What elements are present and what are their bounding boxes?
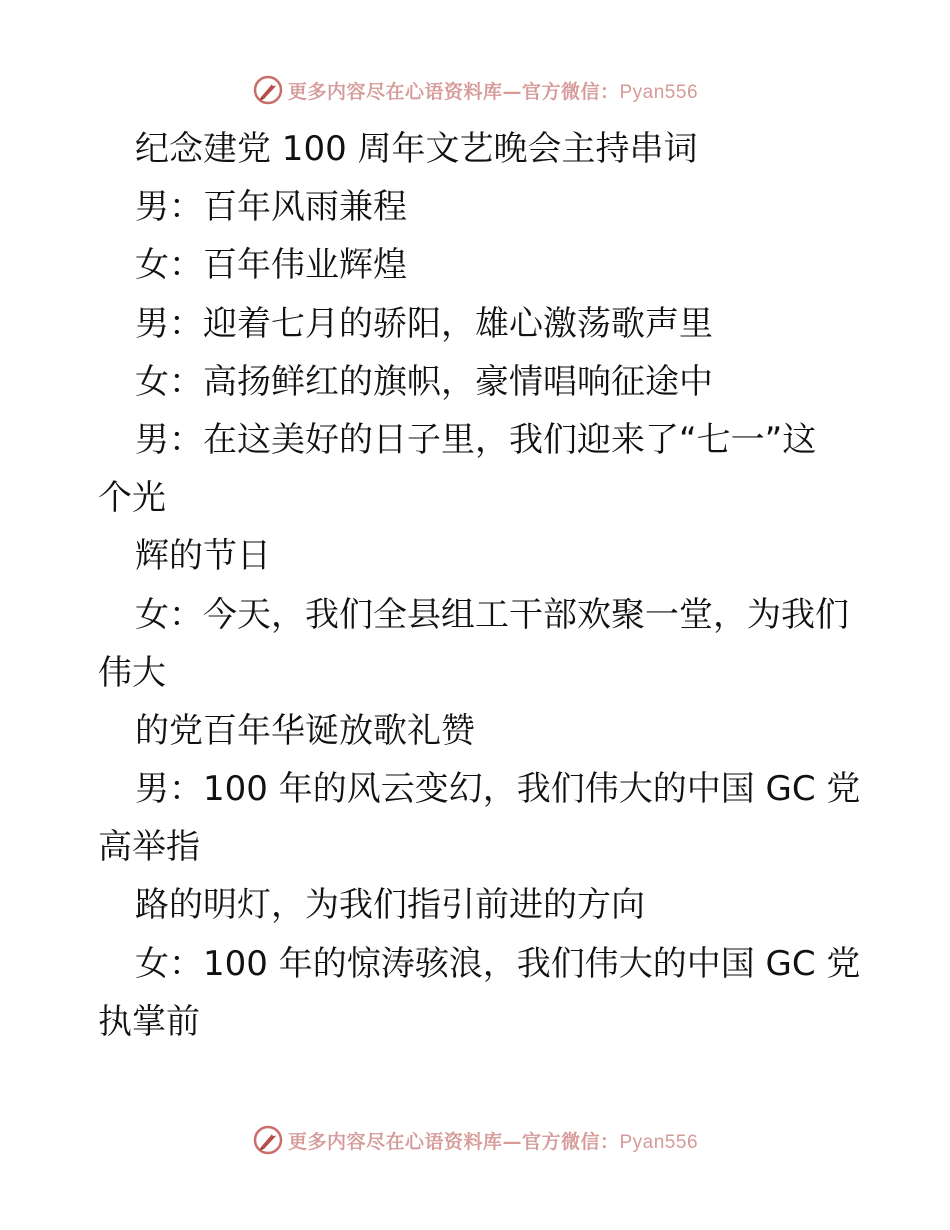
text-line: 男：在这美好的日子里，我们迎来了“七一”这 xyxy=(135,419,817,460)
banner-text: 更多内容尽在心语资料库—官方微信：Pyan556 xyxy=(287,1130,699,1153)
text-line: 高举指 xyxy=(98,827,200,868)
document-body xyxy=(98,120,861,1051)
text-line: 男：百年风雨兼程 xyxy=(135,187,407,228)
text-line: 的党百年华诞放歌礼赞 xyxy=(135,710,475,751)
text-line: 女：100 年的惊涛骇浪，我们伟大的中国 GC 党 xyxy=(135,943,861,984)
banner-handle: Pyan556 xyxy=(619,1131,699,1153)
pen-logo-icon xyxy=(252,1124,284,1156)
text-line: 个光 xyxy=(98,478,166,519)
header-banner-content xyxy=(252,74,698,106)
footer-banner-content xyxy=(252,1124,698,1156)
header-banner xyxy=(0,70,950,110)
text-line: 辉的节日 xyxy=(135,536,271,577)
text-line: 男：100 年的风云变幻，我们伟大的中国 GC 党 xyxy=(135,769,861,810)
banner-handle: Pyan556 xyxy=(619,81,699,103)
pen-logo-icon xyxy=(252,74,284,106)
text-line: 女：高扬鲜红的旗帜，豪情唱响征途中 xyxy=(135,361,713,402)
text-line: 执掌前 xyxy=(98,1001,200,1042)
footer-banner xyxy=(0,1120,950,1160)
text-line: 纪念建党 100 周年文艺晚会主持串词 xyxy=(135,129,698,169)
text-line: 女：今天，我们全县组工干部欢聚一堂，为我们 xyxy=(135,594,849,635)
banner-text: 更多内容尽在心语资料库—官方微信：Pyan556 xyxy=(287,80,699,103)
text-line: 路的明灯，为我们指引前进的方向 xyxy=(135,885,645,926)
text-line: 女：百年伟业辉煌 xyxy=(135,245,407,286)
text-line: 伟大 xyxy=(98,652,166,693)
text-line: 男：迎着七月的骄阳，雄心激荡歌声里 xyxy=(135,303,713,344)
